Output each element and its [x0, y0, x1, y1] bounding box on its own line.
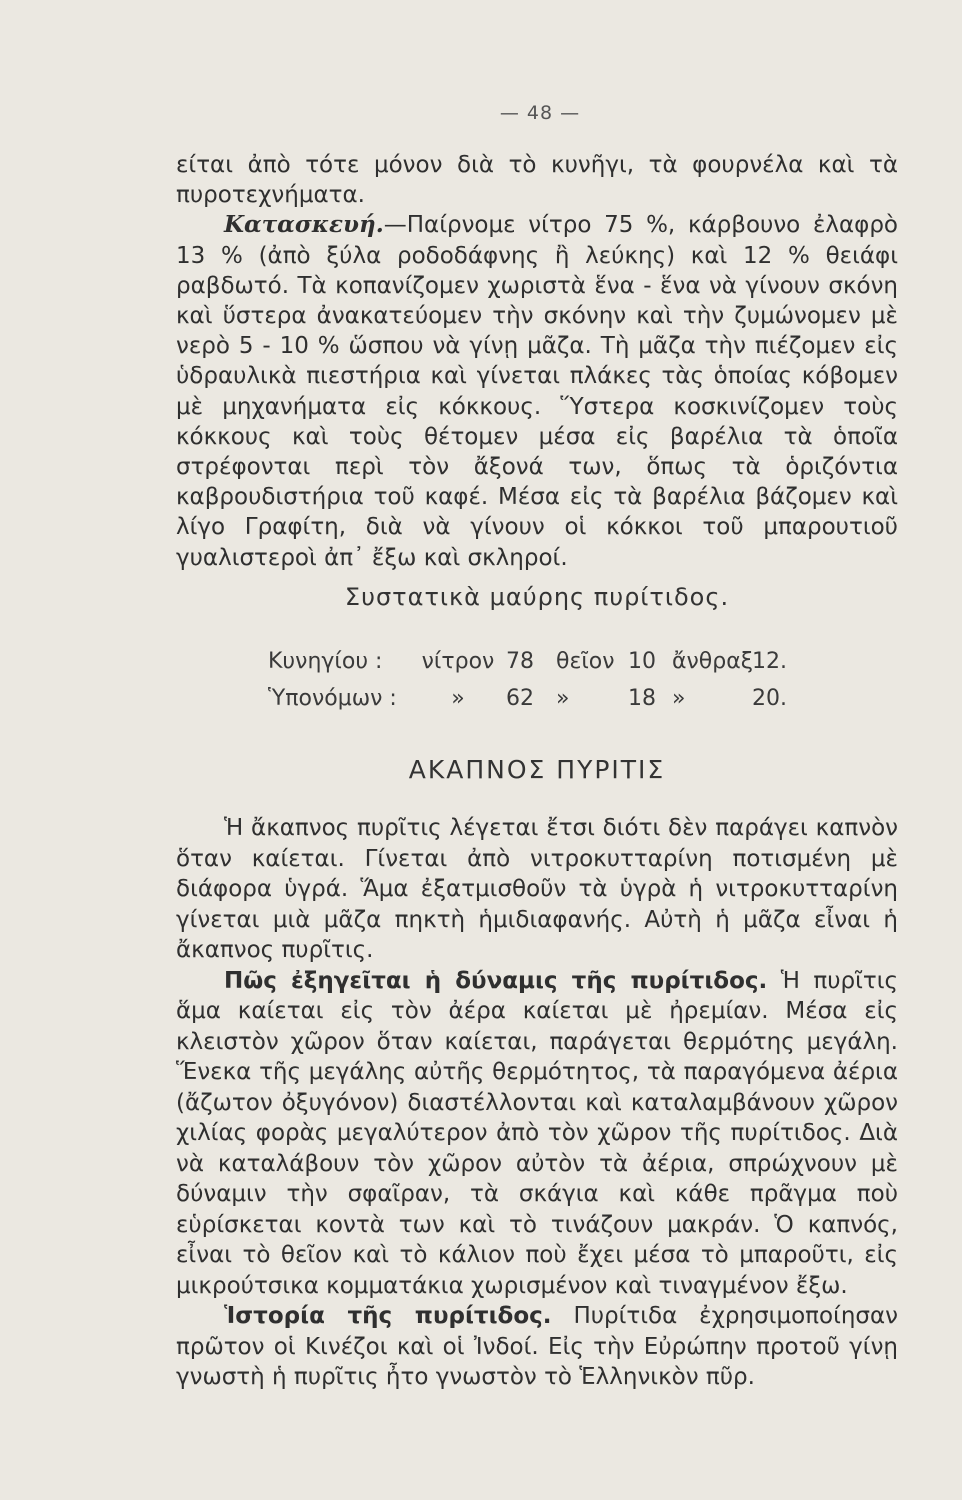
ingredients-table — [268, 643, 828, 717]
row-label: Κυνηγίου : — [268, 649, 383, 674]
ingredient-value: 20. — [752, 686, 787, 711]
run-in-heading-history: Ἱστορία τῆς πυρίτιδος. — [224, 1303, 552, 1329]
ingredient-name: ἄνθραξ — [672, 649, 753, 674]
text-block-top — [176, 150, 898, 573]
run-in-heading-construction: Κατασκευή. — [224, 211, 384, 239]
paragraph-history — [176, 1301, 898, 1393]
section-title-smokeless-powder: ΑΚΑΠΝΟΣ ΠΥΡΙΤΙΣ — [408, 755, 666, 784]
run-in-heading-power: Πῶς ἐξηγεῖται ἡ δύναμις τῆς πυρίτιδος. — [224, 967, 768, 994]
ingredient-name: » — [556, 686, 570, 711]
ingredients-row — [268, 643, 828, 680]
ingredient-value: 78 — [506, 649, 534, 674]
paragraph-construction-text: —Παίρνομε νίτρο 75 %, κάρβουνο ἐλαφρὸ 13 % (ἀπὸ ξύλα ροδοδάφνης ἢ λεύκης) καὶ 12 % θειάφι ραβδωτό. Τὰ κοπανίζομεν χωριστὰ ἕνα - ἕνα νὰ γίνουν σκόνη καὶ ὕστερα ἀνακατεύομεν τὴν σκόνην καὶ τὴν ζυμώνομεν μὲ νερὸ 5 - 10 % ὥσπου νὰ γίνῃ μᾶζα. Τὴ μᾶζα τὴν πιέζομεν εἰς ὑδραυλικὰ πιεστήρια καὶ γίνεται πλάκες τὰς ὁποίας κόβομεν μὲ μηχανήματα εἰς κόκκους. Ὕστερα κοσκινίζομεν τοὺς κόκκους καὶ τοὺς θέτομεν μέσα εἰς βαρέλια τὰ ὁποῖα στρέφονται περὶ τὸν ἄξονά των, ὅπως τὰ ὁριζόντια καβρουδιστήρια τοῦ καφέ. Μέσα εἰς τὰ βαρέλια βάζομεν καὶ λίγο Γραφίτη, διὰ νὰ γίνουν οἱ κόκκοι τοῦ μπαρουτιοῦ γυαλιστεροὶ ἀπ᾽ ἔξω καὶ σκληροί. — [176, 212, 898, 571]
ingredient-name: » — [451, 686, 465, 711]
paragraph-smokeless: Ἡ ἄκαπνος πυρῖτις λέγεται ἔτσι διότι δὲν παράγει καπνὸν ὅταν καίεται. Γίνεται ἀπὸ νιτροκυτταρίνη ποτισμένη μὲ διάφορα ὑγρά. Ἅμα ἐξατμισθοῦν τὰ ὑγρὰ ἡ νιτροκυτταρίνη γίνεται μιὰ μᾶζα πηκτὴ ἡμιδιαφανής. Αὐτὴ ἡ μᾶζα εἶναι ἡ ἄκαπνος πυρῖτις. — [176, 815, 898, 963]
paragraph-continued: είται ἀπὸ τότε μόνον διὰ τὸ κυνῆγι, τὰ φουρνέλα καὶ τὰ πυροτεχνήματα. — [176, 152, 898, 209]
row-label: Ὑπονόμων : — [268, 686, 397, 711]
ingredient-name: » — [672, 686, 686, 711]
paragraph-construction — [176, 210, 898, 572]
text-block-bottom — [176, 813, 898, 1393]
paragraph-power-text: Ἡ πυρῖτις ἅμα καίεται εἰς τὸν ἀέρα καίεται μὲ ἠρεμίαν. Μέσα εἰς κλειστὸν χῶρον ὅταν καίεται, παράγεται θερμότης μεγάλη. Ἕνεκα τῆς μεγάλης αὐτῆς θερμότητος, τὰ παραγόμενα ἀέρια (ἄζωτον ὀξυγόνον) διαστέλλονται καὶ καταλαμβάνουν χῶρον χιλίας φορὰς μεγαλύτερον ἀπὸ τὸν χῶρον τῆς πυρίτιδος. Διὰ νὰ καταλάβουν τὸν χῶρον αὐτὸν τὰ ἀέρια, σπρώχνουν μὲ δύναμιν τὴν σφαῖραν, τὰ σκάγια καὶ κάθε πρᾶγμα ποὺ εὑρίσκεται κοντὰ των καὶ τὸ τινάζουν μακράν. Ὁ καπνός, εἶναι τὸ θεῖον καὶ τὸ κάλιον ποὺ ἔχει μέσα τὸ μπαροῦτι, εἰς μικρούτσικα κομματάκια χωρισμένον καὶ τιναγμένον ἔξω. — [176, 967, 899, 1299]
ingredients-row — [268, 680, 828, 717]
paragraph-history-text: Πυρίτιδα ἐχρησιμοποίησαν πρῶτον οἱ Κινέζοι καὶ οἱ Ἰνδοί. Εἰς τὴν Εὐρώπην προτοῦ γίνῃ γνωστὴ ἡ πυρῖτις ἦτο γνωστὸν τὸ Ἑλληνικὸν πῦρ. — [176, 1303, 899, 1390]
ingredient-value: 62 — [506, 686, 534, 711]
ingredient-name: θεῖον — [556, 649, 615, 674]
paragraph-power — [176, 966, 898, 1302]
ingredient-name: νίτρον — [421, 649, 495, 674]
section-title-ingredients: Συστατικὰ μαύρης πυρίτιδος. — [344, 583, 730, 611]
ingredient-value: 18 — [628, 686, 656, 711]
ingredient-value: 12. — [752, 649, 787, 674]
page-number: — 48 — — [499, 102, 581, 124]
ingredient-value: 10 — [628, 649, 656, 674]
